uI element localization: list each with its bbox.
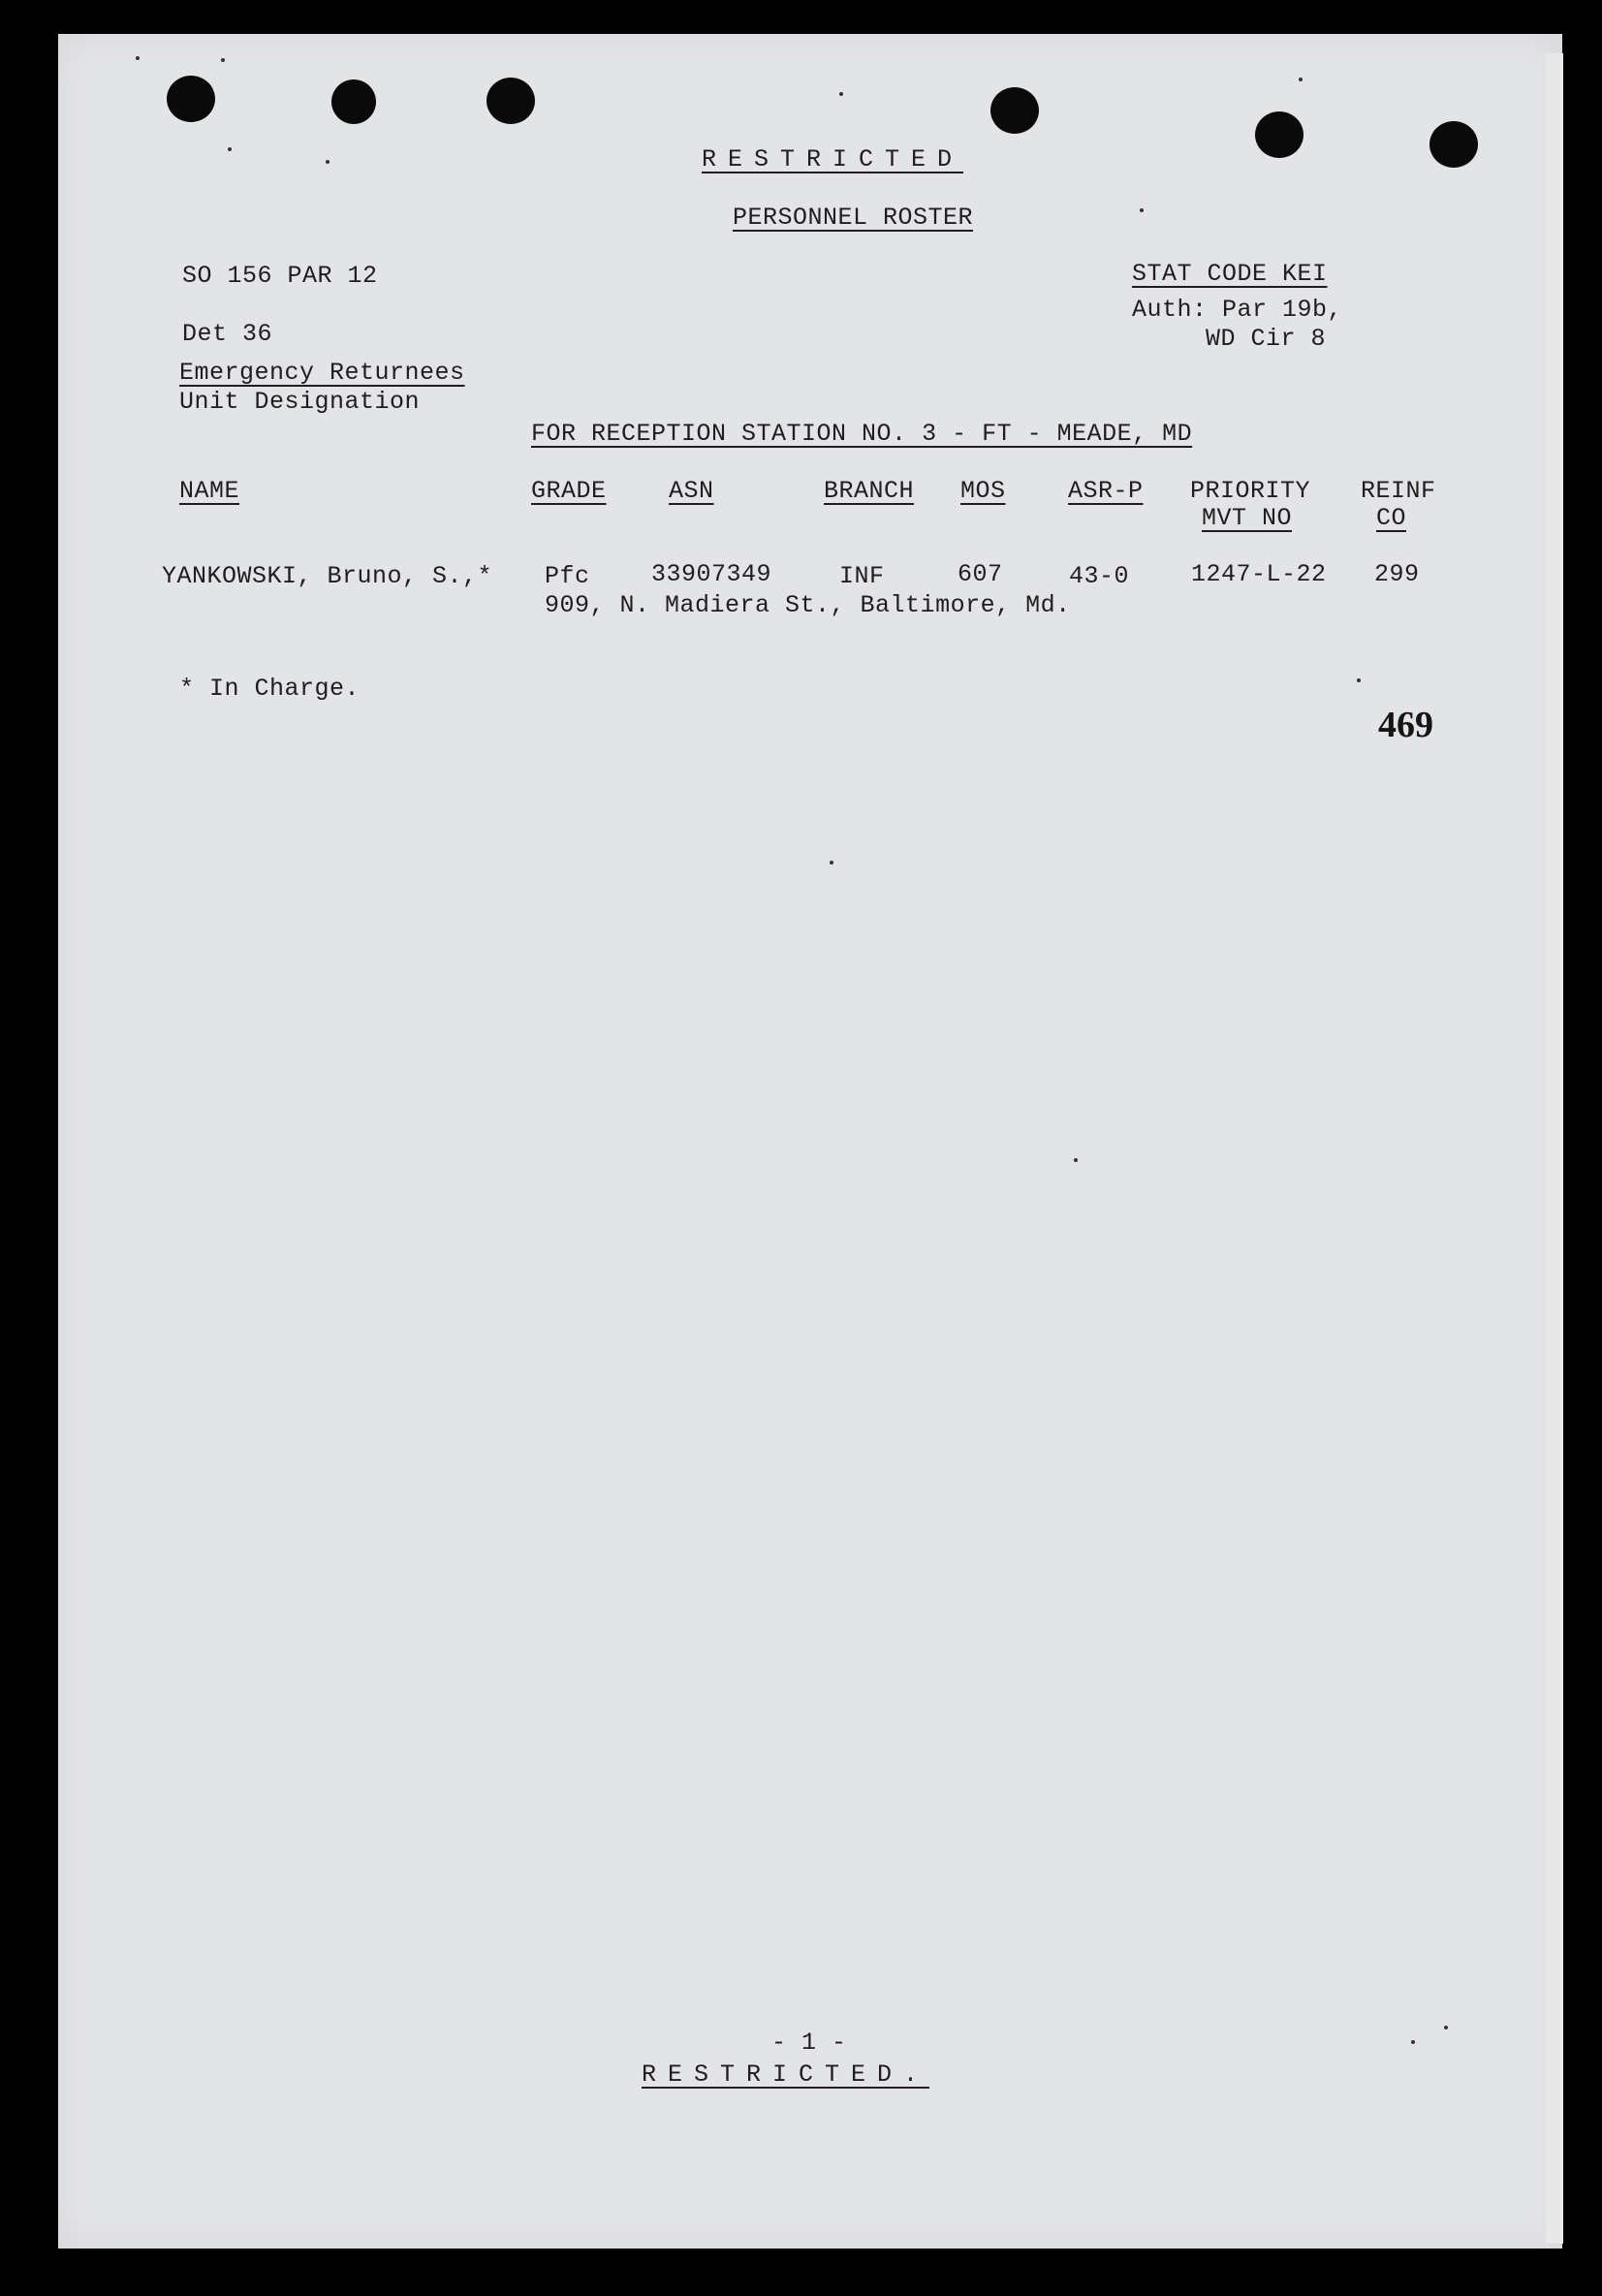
col-header-asn: ASN	[669, 477, 714, 505]
footnote: * In Charge.	[179, 675, 361, 703]
punch-hole	[167, 76, 215, 122]
speck	[1357, 678, 1361, 682]
speck	[1074, 1158, 1078, 1162]
classification-footer: RESTRICTED.	[642, 2060, 930, 2089]
page-number: - 1 -	[771, 2029, 847, 2057]
roster-name: YANKOWSKI, Bruno, S.,*	[162, 562, 493, 590]
speck	[136, 56, 140, 60]
speck	[326, 160, 330, 164]
punch-hole	[331, 79, 376, 124]
punch-hole	[487, 78, 535, 124]
unit-designation-label: Unit Designation	[179, 388, 421, 416]
col-header-mos: MOS	[960, 477, 1006, 505]
speck	[839, 92, 843, 96]
speck	[1411, 2040, 1415, 2044]
col-header-branch: BRANCH	[824, 477, 915, 505]
punch-hole	[990, 87, 1039, 134]
col-header-priority-line-2: MVT NO	[1202, 504, 1293, 532]
speck	[1299, 78, 1303, 81]
stamped-page-number: 469	[1378, 705, 1433, 745]
roster-asn: 33907349	[651, 560, 772, 588]
destination-line: FOR RECEPTION STATION NO. 3 - FT - MEADE, MD	[531, 420, 1193, 448]
roster-branch: INF	[839, 562, 885, 590]
punch-hole	[1255, 111, 1304, 158]
col-header-grade: GRADE	[531, 477, 607, 505]
unit-name: Emergency Returnees	[179, 359, 465, 387]
speck	[1444, 2026, 1448, 2029]
detachment: Det 36	[182, 320, 273, 348]
authority-line-2: WD Cir 8	[1206, 325, 1327, 353]
special-order-paragraph: SO 156 PAR 12	[182, 262, 378, 290]
roster-mos: 607	[958, 560, 1003, 588]
roster-asr-p: 43-0	[1069, 562, 1130, 590]
col-header-name: NAME	[179, 477, 240, 505]
speck	[228, 147, 232, 151]
roster-priority: 1247-L-22	[1191, 560, 1327, 588]
speck	[1140, 208, 1144, 212]
punch-hole	[1429, 121, 1478, 168]
stat-code: STAT CODE KEI	[1132, 260, 1328, 288]
speck	[221, 58, 225, 62]
classification-header: RESTRICTED	[702, 145, 964, 173]
paper-edge	[1546, 53, 1563, 2244]
roster-address: 909, N. Madiera St., Baltimore, Md.	[545, 591, 1071, 619]
roster-reinf: 299	[1374, 560, 1420, 588]
document-title: PERSONNEL ROSTER	[733, 204, 974, 232]
roster-grade: Pfc	[545, 562, 590, 590]
col-header-reinf-line-2: CO	[1376, 504, 1407, 532]
authority-line-1: Auth: Par 19b,	[1132, 296, 1343, 324]
col-header-priority-line-1: PRIORITY	[1190, 477, 1311, 505]
col-header-asr-p: ASR-P	[1068, 477, 1144, 505]
col-header-reinf-line-1: REINF	[1361, 477, 1436, 505]
speck	[830, 861, 833, 865]
